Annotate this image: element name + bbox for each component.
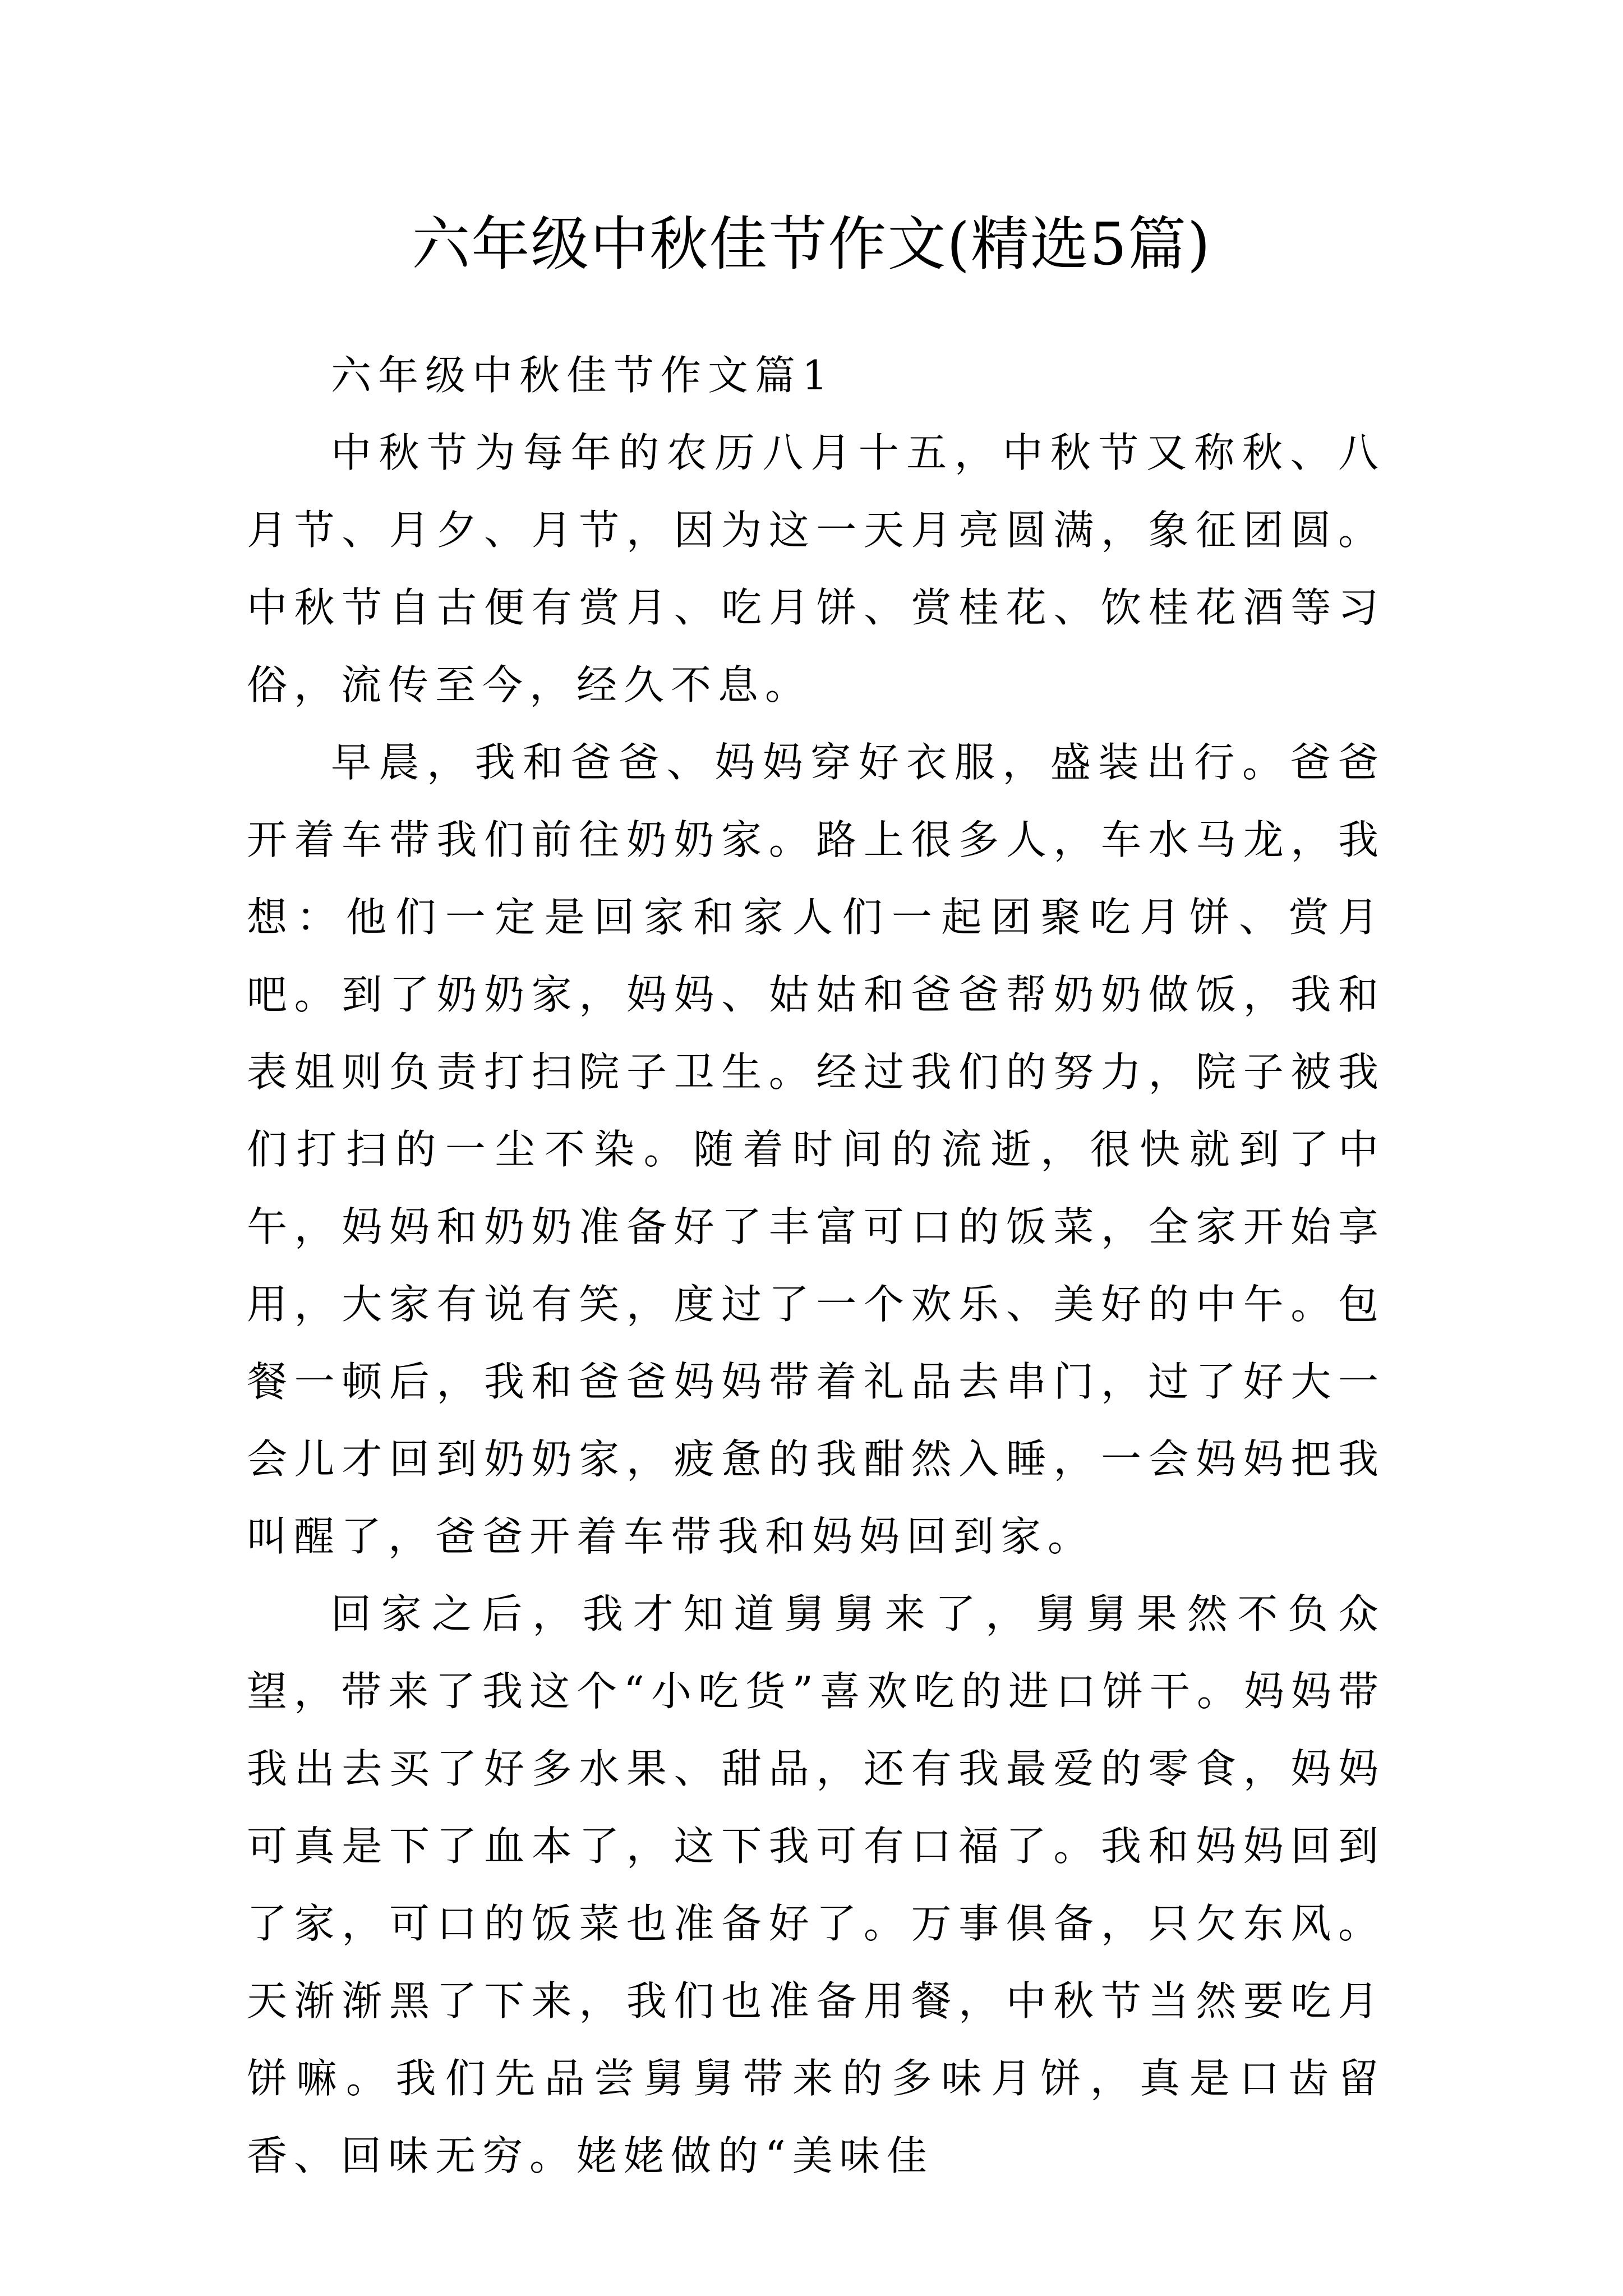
document-title: 六年级中秋佳节作文(精选5篇)	[412, 210, 1211, 278]
paragraph-1: 中秋节为每年的农历八月十五，中秋节又称秋、八月节、月夕、月节，因为这一天月亮圆满，象征团圆。中秋节自古便有赏月、吃月饼、赏桂花、饮桂花酒等习俗，流传至今，经久不息。	[247, 429, 1385, 708]
document-body	[247, 337, 1385, 2194]
paragraph-3: 回家之后，我才知道舅舅来了，舅舅果然不负众望，带来了我这个“小吃货”喜欢吃的进口饼干。妈妈带我出去买了好多水果、甜品，还有我最爱的零食，妈妈可真是下了血本了，这下我可有口福了。我和妈妈回到了家，可口的饭菜也准备好了。万事俱备，只欠东风。天渐渐黑了下来，我们也准备用餐，中秋节当然要吃月饼嘛。我们先品尝舅舅带来的多味月饼，真是口齿留香、回味无穷。姥姥做的“美味佳	[247, 1590, 1385, 2179]
essay-heading: 六年级中秋佳节作文篇1	[331, 352, 834, 399]
paragraph-2: 早晨，我和爸爸、妈妈穿好衣服，盛装出行。爸爸开着车带我们前往奶奶家。路上很多人，车水马龙，我想：他们一定是回家和家人们一起团聚吃月饼、赏月吧。到了奶奶家，妈妈、姑姑和爸爸帮奶奶做饭，我和表姐则负责打扫院子卫生。经过我们的努力，院子被我们打扫的一尘不染。随着时间的流逝，很快就到了中午，妈妈和奶奶准备好了丰富可口的饭菜，全家开始享用，大家有说有笑，度过了一个欢乐、美好的中午。包餐一顿后，我和爸爸妈妈带着礼品去串门，过了好大一会儿才回到奶奶家，疲惫的我酣然入睡，一会妈妈把我叫醒了，爸爸开着车带我和妈妈回到家。	[247, 739, 1385, 1560]
